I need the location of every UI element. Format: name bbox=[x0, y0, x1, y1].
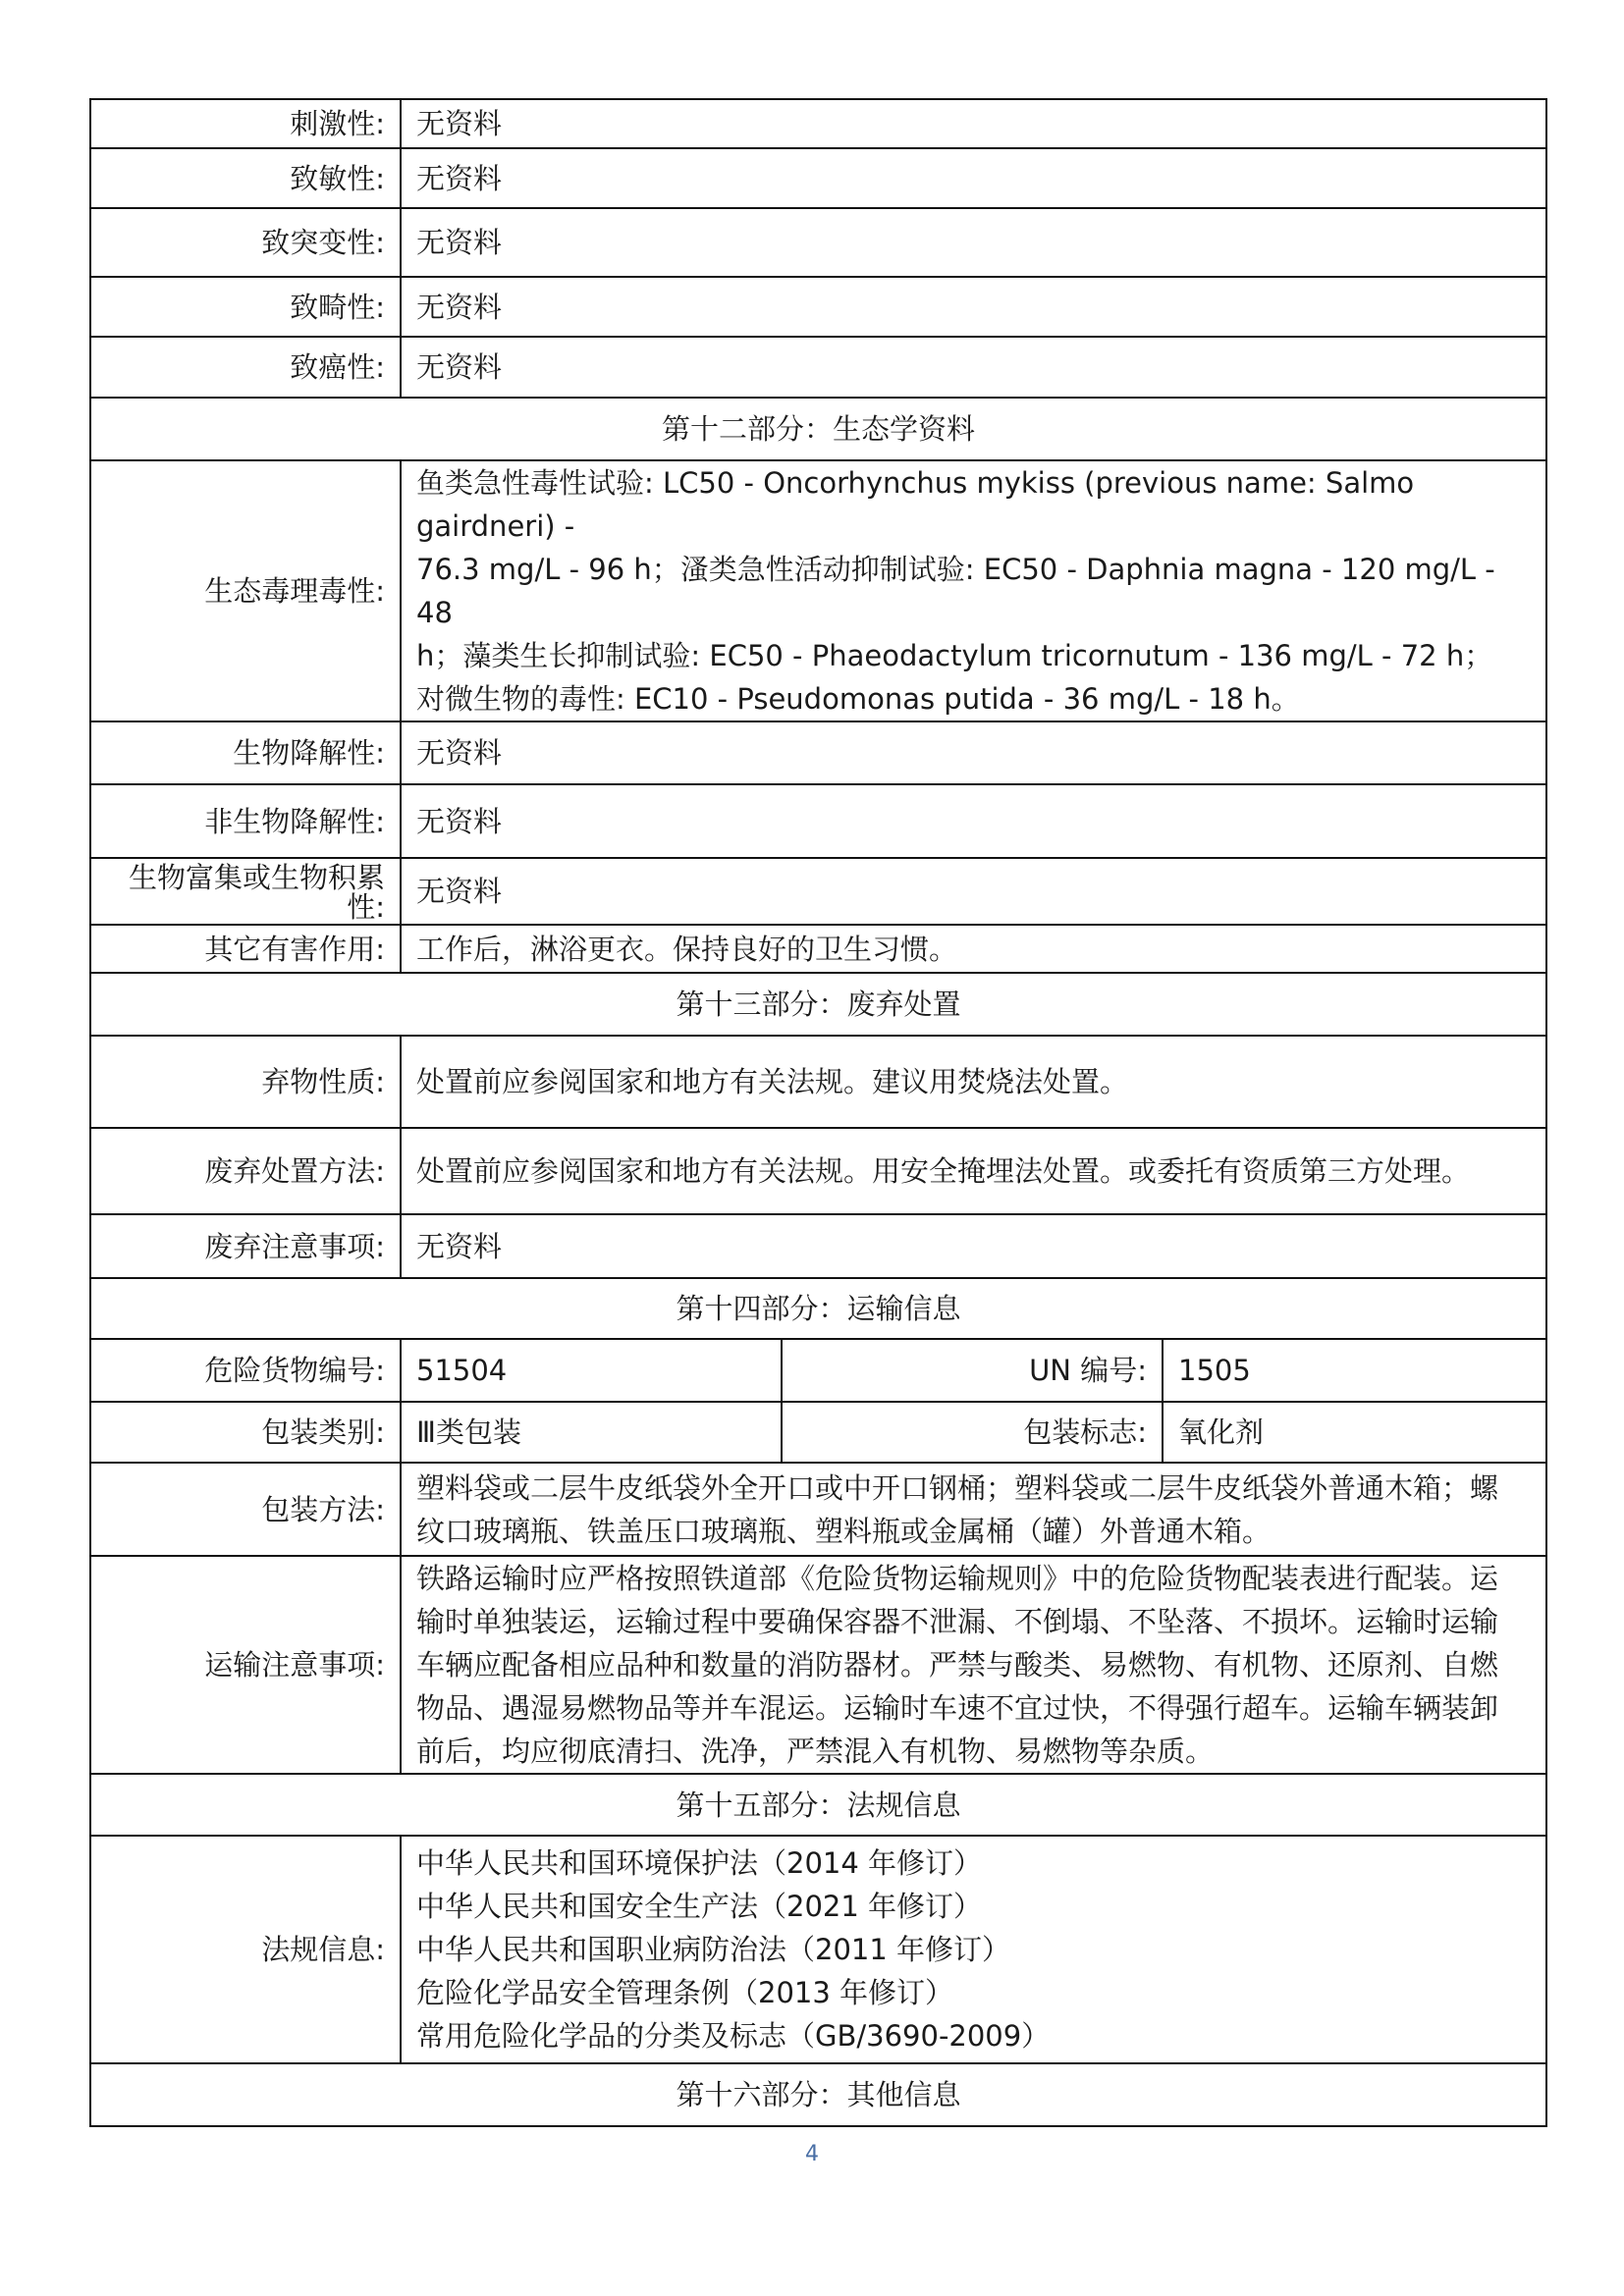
bioaccumulation-label: 生物富集或生物积累性: bbox=[128, 861, 385, 924]
waste-nature-value: 处置前应参阅国家和地方有关法规。建议用焚烧法处置。 bbox=[401, 1036, 1546, 1128]
packing-method-value bbox=[401, 1463, 1546, 1556]
section-15-title: 第十五部分：法规信息 bbox=[90, 1774, 1546, 1836]
ecotoxicity-line: 76.3 mg/L - 96 h；溞类急性活动抑制试验: EC50 - Daphnia magna - 120 mg/L - 48 bbox=[416, 553, 1495, 629]
carcinogenicity-value: 无资料 bbox=[401, 337, 1546, 398]
row-teratogenicity bbox=[90, 277, 1546, 337]
un-number-label: UN 编号: bbox=[782, 1339, 1163, 1402]
teratogenicity-value: 无资料 bbox=[401, 277, 1546, 337]
bioaccumulation-value: 无资料 bbox=[401, 858, 1546, 925]
packing-mark-label: 包装标志: bbox=[782, 1402, 1163, 1463]
section-16-title: 第十六部分：其他信息 bbox=[90, 2063, 1546, 2126]
sds-table bbox=[89, 98, 1547, 2127]
section-16-header bbox=[90, 2063, 1546, 2126]
ecotoxicity-label: 生态毒理毒性: bbox=[90, 460, 401, 721]
transport-notes-value bbox=[401, 1556, 1546, 1774]
teratogenicity-label: 致畸性: bbox=[90, 277, 401, 337]
transport-notes-line: 前后，均应彻底清扫、洗净，严禁混入有机物、易燃物等杂质。 bbox=[416, 1735, 1215, 1768]
disposal-method-label: 废弃处置方法: bbox=[90, 1128, 401, 1214]
abiotic-label: 非生物降解性: bbox=[90, 784, 401, 858]
row-dg-un-number bbox=[90, 1339, 1546, 1402]
other-effects-label: 其它有害作用: bbox=[90, 925, 401, 973]
ecotoxicity-value bbox=[401, 460, 1546, 721]
row-bioaccumulation bbox=[90, 858, 1546, 925]
row-waste-nature bbox=[90, 1036, 1546, 1128]
section-12-title: 第十二部分：生态学资料 bbox=[90, 398, 1546, 460]
mutagenicity-label: 致突变性: bbox=[90, 208, 401, 277]
packing-group-value: Ⅲ类包装 bbox=[401, 1402, 782, 1463]
disposal-notes-label: 废弃注意事项: bbox=[90, 1214, 401, 1278]
regulation-item: 中华人民共和国职业病防治法（2011 年修订） bbox=[416, 1933, 1011, 1966]
transport-notes-line: 铁路运输时应严格按照铁道部《危险货物运输规则》中的危险货物配装表进行配装。运 bbox=[416, 1562, 1499, 1595]
ecotoxicity-line: 鱼类急性毒性试验: LC50 - Oncorhynchus mykiss (previous name: Salmo gairdneri) - bbox=[416, 466, 1415, 543]
row-disposal-method bbox=[90, 1128, 1546, 1214]
row-biodegradability bbox=[90, 721, 1546, 784]
packing-method-line: 纹口玻璃瓶、铁盖压口玻璃瓶、塑料瓶或金属桶（罐）外普通木箱。 bbox=[416, 1514, 1272, 1548]
ecotoxicity-line: h；藻类生长抑制试验: EC50 - Phaeodactylum tricornutum - 136 mg/L - 72 h； bbox=[416, 639, 1493, 672]
carcinogenicity-label: 致癌性: bbox=[90, 337, 401, 398]
regulation-item: 中华人民共和国安全生产法（2021 年修订） bbox=[416, 1890, 983, 1923]
row-abiotic-degradability bbox=[90, 784, 1546, 858]
un-number-value: 1505 bbox=[1163, 1339, 1546, 1402]
transport-notes-label: 运输注意事项: bbox=[90, 1556, 401, 1774]
packing-method-line: 塑料袋或二层牛皮纸袋外全开口或中开口钢桶；塑料袋或二层牛皮纸袋外普通木箱；螺 bbox=[416, 1470, 1499, 1505]
row-disposal-notes bbox=[90, 1214, 1546, 1278]
page-number: 4 bbox=[805, 2142, 819, 2166]
regulation-item: 中华人民共和国环境保护法（2014 年修订） bbox=[416, 1846, 983, 1880]
section-12-header bbox=[90, 398, 1546, 460]
disposal-notes-value: 无资料 bbox=[401, 1214, 1546, 1278]
mutagenicity-value: 无资料 bbox=[401, 208, 1546, 277]
row-regulations bbox=[90, 1836, 1546, 2063]
section-14-header bbox=[90, 1278, 1546, 1339]
row-packing-group-mark bbox=[90, 1402, 1546, 1463]
packing-group-label: 包装类别: bbox=[90, 1402, 401, 1463]
packing-mark-value: 氧化剂 bbox=[1163, 1402, 1546, 1463]
section-13-title: 第十三部分：废弃处置 bbox=[90, 973, 1546, 1036]
ecotoxicity-line: 对微生物的毒性: EC10 - Pseudomonas putida - 36 mg/L - 18 h。 bbox=[416, 682, 1300, 716]
dg-number-value: 51504 bbox=[401, 1339, 782, 1402]
other-effects-value: 工作后，淋浴更衣。保持良好的卫生习惯。 bbox=[401, 925, 1546, 973]
row-transport-notes bbox=[90, 1556, 1546, 1774]
section-15-header bbox=[90, 1774, 1546, 1836]
biodegradability-label: 生物降解性: bbox=[90, 721, 401, 784]
irritation-label: 刺激性: bbox=[90, 99, 401, 148]
section-13-header bbox=[90, 973, 1546, 1036]
packing-method-label: 包装方法: bbox=[90, 1463, 401, 1556]
row-ecotoxicity bbox=[90, 460, 1546, 721]
row-carcinogenicity bbox=[90, 337, 1546, 398]
regulations-label: 法规信息: bbox=[90, 1836, 401, 2063]
row-other-effects bbox=[90, 925, 1546, 973]
regulation-item: 危险化学品安全管理条例（2013 年修订） bbox=[416, 1976, 954, 2009]
row-packing-method bbox=[90, 1463, 1546, 1556]
regulations-value bbox=[401, 1836, 1546, 2063]
sensitization-value: 无资料 bbox=[401, 148, 1546, 208]
row-irritation bbox=[90, 99, 1546, 148]
bioaccumulation-label-cell bbox=[90, 858, 401, 925]
transport-notes-line: 输时单独装运，运输过程中要确保容器不泄漏、不倒塌、不坠落、不损坏。运输时运输 bbox=[416, 1605, 1499, 1638]
transport-notes-line: 车辆应配备相应品种和数量的消防器材。严禁与酸类、易燃物、有机物、还原剂、自燃 bbox=[416, 1648, 1499, 1682]
dg-number-label: 危险货物编号: bbox=[90, 1339, 401, 1402]
abiotic-value: 无资料 bbox=[401, 784, 1546, 858]
sensitization-label: 致敏性: bbox=[90, 148, 401, 208]
waste-nature-label: 弃物性质: bbox=[90, 1036, 401, 1128]
irritation-value: 无资料 bbox=[401, 99, 1546, 148]
transport-notes-line: 物品、遇湿易燃物品等并车混运。运输时车速不宜过快，不得强行超车。运输车辆装卸 bbox=[416, 1691, 1499, 1725]
row-mutagenicity bbox=[90, 208, 1546, 277]
biodegradability-value: 无资料 bbox=[401, 721, 1546, 784]
section-14-title: 第十四部分：运输信息 bbox=[90, 1278, 1546, 1339]
row-sensitization bbox=[90, 148, 1546, 208]
disposal-method-value: 处置前应参阅国家和地方有关法规。用安全掩埋法处置。或委托有资质第三方处理。 bbox=[401, 1128, 1546, 1214]
regulation-item: 常用危险化学品的分类及标志（GB/3690-2009） bbox=[416, 2019, 1051, 2053]
